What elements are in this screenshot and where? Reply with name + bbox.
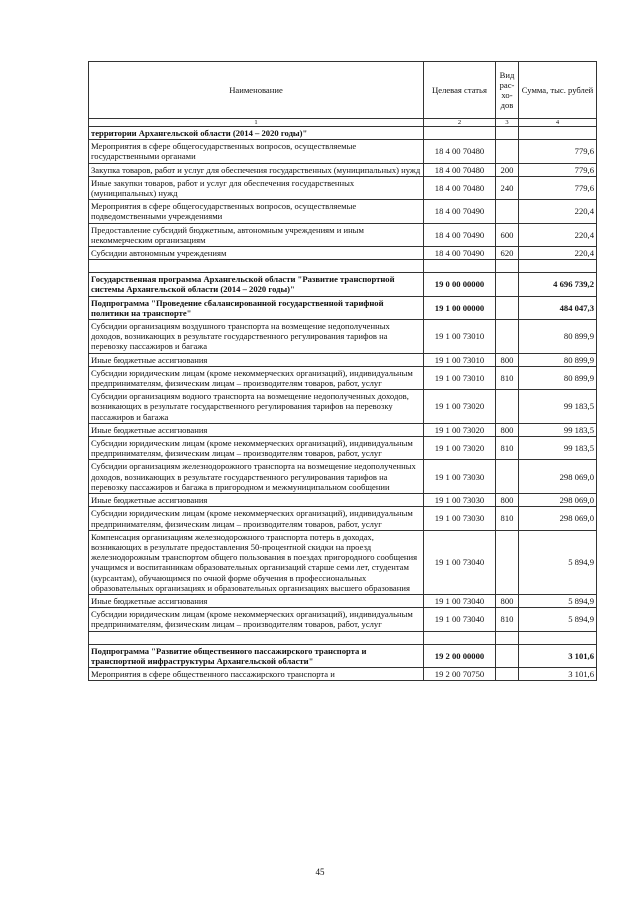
table-row [89, 163, 597, 176]
row-name-cell: Государственная программа Архангельской области "Развитие транспортной системы Архангельской области (2014 – 2020 годы)" [89, 273, 424, 296]
row-vid-cell: 810 [496, 437, 519, 460]
row-name-cell: Субсидии организациям воздушного транспорта на возмещение недополученных доходов, возникающих в результате государственного регулирования тарифов на перевозку пассажиров и багажа [89, 320, 424, 354]
page-number: 45 [315, 867, 325, 877]
row-vid-cell [496, 631, 519, 644]
row-vid-cell: 600 [496, 223, 519, 246]
row-code-cell: 19 1 00 73030 [424, 494, 496, 507]
row-name-cell: территории Архангельской области (2014 – 2020 годы)" [89, 127, 424, 140]
row-name-cell: Субсидии юридическим лицам (кроме некоммерческих организаций), индивидуальным предпринимателям, физическим лицам – производителям товаров, работ, услуг [89, 608, 424, 631]
row-code-cell: 18 4 00 70480 [424, 140, 496, 163]
row-sum-cell: 3 101,6 [519, 644, 597, 667]
row-name-cell: Компенсация организациям железнодорожного транспорта потерь в доходах, возникающих в результате предоставления 50-процентной скидки на проезд железнодорожным транспортом общего пользования в поездах пригородного сообщения учащимся и воспитанникам образовательных организаций старше семи лет, студентам (курсантам), обучающимся по очной форме обучения в профессиональных образовательных организациях и образовательных организациях высшего образования [89, 530, 424, 594]
table-row [89, 223, 597, 246]
table-row [89, 366, 597, 389]
row-sum-cell [519, 260, 597, 273]
row-sum-cell: 220,4 [519, 247, 597, 260]
row-sum-cell: 99 183,5 [519, 423, 597, 436]
table-row [89, 507, 597, 530]
row-sum-cell: 5 894,9 [519, 608, 597, 631]
row-sum-cell: 80 899,9 [519, 320, 597, 354]
row-code-cell: 19 1 00 73020 [424, 390, 496, 424]
row-sum-cell: 298 069,0 [519, 507, 597, 530]
row-vid-cell: 800 [496, 353, 519, 366]
header-target-article: Целевая статья [424, 62, 496, 119]
row-sum-cell [519, 127, 597, 140]
row-vid-cell [496, 273, 519, 296]
table-row [89, 644, 597, 667]
row-name-cell [89, 631, 424, 644]
row-code-cell [424, 127, 496, 140]
row-code-cell: 18 4 00 70480 [424, 176, 496, 199]
row-name-cell: Иные закупки товаров, работ и услуг для обеспечения государственных (муниципальных) нужд [89, 176, 424, 199]
column-index-row [89, 119, 597, 127]
row-sum-cell: 5 894,9 [519, 530, 597, 594]
row-code-cell: 19 1 00 73020 [424, 423, 496, 436]
row-name-cell: Мероприятия в сфере общегосударственных вопросов, осуществляемые подведомственными учреждениями [89, 200, 424, 223]
table-row [89, 390, 597, 424]
row-vid-cell [496, 127, 519, 140]
row-code-cell [424, 631, 496, 644]
row-code-cell: 19 1 00 73030 [424, 507, 496, 530]
header-sum: Сумма, тыс. рублей [519, 62, 597, 119]
row-code-cell: 19 1 00 73020 [424, 437, 496, 460]
row-vid-cell [496, 644, 519, 667]
table-row [89, 140, 597, 163]
row-name-cell: Мероприятия в сфере общественного пассажирского транспорта и [89, 667, 424, 680]
row-sum-cell: 484 047,3 [519, 296, 597, 319]
table-row [89, 200, 597, 223]
row-vid-cell [496, 200, 519, 223]
row-code-cell: 19 2 00 00000 [424, 644, 496, 667]
row-sum-cell: 99 183,5 [519, 437, 597, 460]
table-row [89, 176, 597, 199]
row-sum-cell: 220,4 [519, 223, 597, 246]
row-code-cell [424, 260, 496, 273]
column-index: 3 [496, 119, 519, 127]
row-sum-cell: 220,4 [519, 200, 597, 223]
row-vid-cell: 810 [496, 366, 519, 389]
column-index: 1 [89, 119, 424, 127]
row-code-cell: 19 1 00 73010 [424, 320, 496, 354]
row-sum-cell: 779,6 [519, 140, 597, 163]
table-row [89, 460, 597, 494]
row-name-cell: Иные бюджетные ассигнования [89, 353, 424, 366]
table-row [89, 594, 597, 607]
row-name-cell: Субсидии юридическим лицам (кроме некоммерческих организаций), индивидуальным предпринимателям, физическим лицам – производителям товаров, работ, услуг [89, 507, 424, 530]
row-vid-cell [496, 296, 519, 319]
row-vid-cell [496, 390, 519, 424]
column-index: 2 [424, 119, 496, 127]
table-row [89, 423, 597, 436]
row-name-cell: Субсидии организациям водного транспорта на возмещение недополученных доходов, возникающих в результате государственного регулирования тарифов на перевозку пассажиров и багажа [89, 390, 424, 424]
row-vid-cell [496, 667, 519, 680]
row-code-cell: 19 1 00 73010 [424, 366, 496, 389]
row-sum-cell [519, 631, 597, 644]
row-vid-cell: 800 [496, 594, 519, 607]
row-sum-cell: 3 101,6 [519, 667, 597, 680]
row-sum-cell: 5 894,9 [519, 594, 597, 607]
row-name-cell: Предоставление субсидий бюджетным, автономным учреждениям и иным некоммерческим организациям [89, 223, 424, 246]
row-name-cell: Закупка товаров, работ и услуг для обеспечения государственных (муниципальных) нужд [89, 163, 424, 176]
row-name-cell: Субсидии организациям железнодорожного транспорта на возмещение недополученных доходов, возникающих в результате государственного регулирования тарифов на перевозку пассажиров и багажа в пригородном и межмуниципальном сообщении [89, 460, 424, 494]
row-vid-cell: 800 [496, 494, 519, 507]
table-header-row [89, 62, 597, 119]
row-code-cell: 18 4 00 70490 [424, 247, 496, 260]
row-sum-cell: 99 183,5 [519, 390, 597, 424]
table-body [89, 127, 597, 681]
row-name-cell: Мероприятия в сфере общегосударственных вопросов, осуществляемые государственными органами [89, 140, 424, 163]
header-name: Наименование [89, 62, 424, 119]
table-row [89, 247, 597, 260]
row-sum-cell: 4 696 739,2 [519, 273, 597, 296]
row-code-cell: 19 1 00 73040 [424, 608, 496, 631]
row-vid-cell [496, 460, 519, 494]
column-index: 4 [519, 119, 597, 127]
row-name-cell: Субсидии юридическим лицам (кроме некоммерческих организаций), индивидуальным предпринимателям, физическим лицам – производителям товаров, работ, услуг [89, 366, 424, 389]
row-sum-cell: 779,6 [519, 176, 597, 199]
header-expense-type: Вид рас-хо-дов [496, 62, 519, 119]
row-vid-cell: 200 [496, 163, 519, 176]
table-row [89, 353, 597, 366]
row-vid-cell [496, 530, 519, 594]
row-vid-cell [496, 320, 519, 354]
row-name-cell: Субсидии юридическим лицам (кроме некоммерческих организаций), индивидуальным предпринимателям, физическим лицам – производителям товаров, работ, услуг [89, 437, 424, 460]
row-code-cell: 18 4 00 70490 [424, 223, 496, 246]
row-vid-cell: 800 [496, 423, 519, 436]
row-code-cell: 19 1 00 73040 [424, 530, 496, 594]
row-vid-cell: 810 [496, 608, 519, 631]
row-name-cell: Иные бюджетные ассигнования [89, 423, 424, 436]
row-code-cell: 19 1 00 73030 [424, 460, 496, 494]
row-code-cell: 18 4 00 70480 [424, 163, 496, 176]
row-sum-cell: 298 069,0 [519, 494, 597, 507]
row-sum-cell: 779,6 [519, 163, 597, 176]
table-row [89, 437, 597, 460]
row-vid-cell: 240 [496, 176, 519, 199]
table-row [89, 530, 597, 594]
row-code-cell: 19 1 00 73040 [424, 594, 496, 607]
row-vid-cell: 620 [496, 247, 519, 260]
row-name-cell [89, 260, 424, 273]
row-vid-cell [496, 140, 519, 163]
table-row [89, 296, 597, 319]
row-sum-cell: 298 069,0 [519, 460, 597, 494]
row-sum-cell: 80 899,9 [519, 353, 597, 366]
table-row [89, 273, 597, 296]
table-row [89, 667, 597, 680]
row-name-cell: Субсидии автономным учреждениям [89, 247, 424, 260]
row-code-cell: 19 1 00 73010 [424, 353, 496, 366]
table-row [89, 320, 597, 354]
row-code-cell: 19 0 00 00000 [424, 273, 496, 296]
row-code-cell: 19 2 00 70750 [424, 667, 496, 680]
budget-table [88, 61, 597, 681]
row-name-cell: Подпрограмма "Проведение сбалансированной государственной тарифной политики на транспорте" [89, 296, 424, 319]
row-name-cell: Иные бюджетные ассигнования [89, 594, 424, 607]
table-row [89, 608, 597, 631]
row-name-cell: Подпрограмма "Развитие общественного пассажирского транспорта и транспортной инфраструктуры Архангельской области" [89, 644, 424, 667]
spacer-row [89, 631, 597, 644]
row-vid-cell: 810 [496, 507, 519, 530]
table-row [89, 127, 597, 140]
table-row [89, 494, 597, 507]
row-sum-cell: 80 899,9 [519, 366, 597, 389]
row-name-cell: Иные бюджетные ассигнования [89, 494, 424, 507]
spacer-row [89, 260, 597, 273]
row-code-cell: 18 4 00 70490 [424, 200, 496, 223]
row-vid-cell [496, 260, 519, 273]
row-code-cell: 19 1 00 00000 [424, 296, 496, 319]
